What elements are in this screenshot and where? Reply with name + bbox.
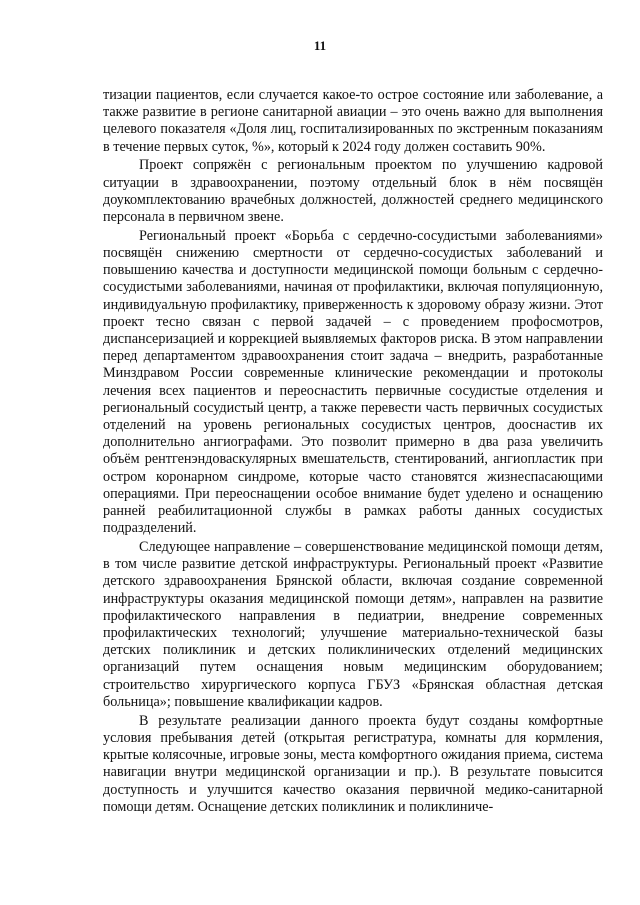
paragraph-project-results: В результате реализации данного проекта будут созданы комфортные условия пребывания детей (открытая регистратура, комнаты для кормления, крытые колясочные, игровые зоны, места комфортного ожидания приема, система навигации внутри медицинской организации и пр.). В результате повысится доступность и улучшится качество оказания первичной медико-санитарной помощи детям. Оснащение детских поликлиник и поликлиниче- [103,712,603,815]
paragraph-cardiovascular-project: Региональный проект «Борьба с сердечно-сосудистыми заболеваниями» посвящён снижению смертности от сердечно-сосудистых заболеваний и повышению качества и доступности медицинской помощи больным с сердечно-сосудистыми заболеваниями, начиная от профилактики, включая популяционную, индивидуальную профилактику, приверженность к здоровому образу жизни. Этот проект тесно связан с первой задачей – с проведением профосмотров, диспансеризацией и коррекцией выявляемых факторов риска. В этом направлении перед департаментом здравоохранения стоит задача – внедрить, разработанные Минздравом России современные клинические рекомендации и протоколы лечения всех пациентов и переоснастить первичные сосудистые отделения и региональный сосудистый центр, а также перевести часть первичных сосудистых отделений на уровень региональных сосудистых центров, дооснастив их дополнительно ангиографами. Это позволит примерно в два раза увеличить объём рентгенэндоваскулярных вмешательств, стентирований, ангиопластик при остром коронарном синдроме, которые часто становятся жизнеспасающими операциями. При переоснащении особое внимание будет уделено и оснащению ранней реабилитационной службы в рамках работы данных сосудистых подразделений. [103,227,603,537]
paragraph-child-healthcare: Следующее направление – совершенствование медицинской помощи детям, в том числе развитие детской инфраструктуры. Региональный проект «Развитие детского здравоохранения Брянской области, включая создание современной инфраструктуры оказания медицинской помощи детям», направлен на развитие профилактического направления в педиатрии, внедрение современных профилактических технологий; улучшение материально-технической базы детских поликлиник и детских поликлинических отделений медицинских организаций путем оснащения новым медицинским оборудованием; строительство хирургического корпуса ГБУЗ «Брянская областная детская больница»; повышение квалификации кадров. [103,539,603,710]
document-body [103,87,603,816]
paragraph-continuation: тизации пациентов, если случается какое-то острое состояние или заболевание, а также развитие в регионе санитарной авиации – это очень важно для выполнения целевого показателя «Доля лиц, госпитализированных по экстренным показаниям в течение первых суток, %», который к 2024 году должен составить 90%. [103,87,603,155]
page-number: 11 [313,38,327,53]
paragraph-staffing: Проект сопряжён с региональным проектом по улучшению кадровой ситуации в здравоохранении, поэтому отдельный блок в нём посвящён доукомплектованию врачебных должностей, должностей среднего медицинского персонала в первичном звене. [103,157,603,226]
